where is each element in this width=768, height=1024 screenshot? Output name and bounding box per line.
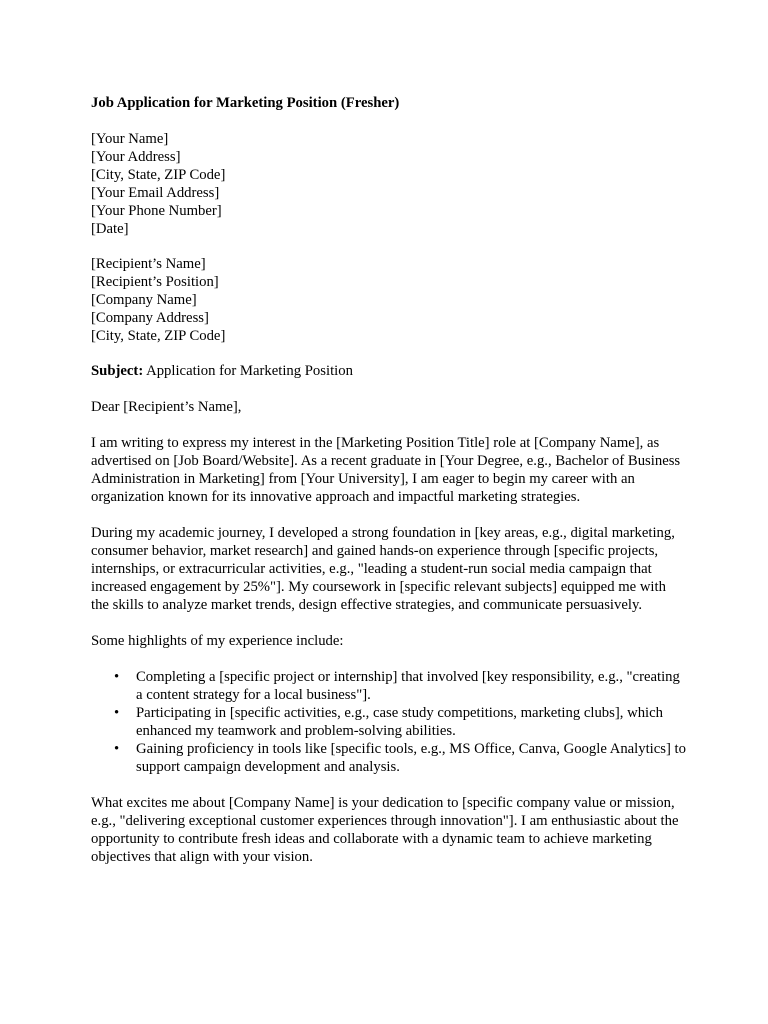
sender-name: [Your Name] <box>91 131 169 147</box>
sender-address-block <box>91 130 687 238</box>
subject-line <box>91 362 687 380</box>
subject-label: Subject: <box>91 363 144 379</box>
sender-address: [Your Address] <box>91 149 181 165</box>
highlights-intro: Some highlights of my experience include: <box>91 633 344 649</box>
document-title: Job Application for Marketing Position (Fresher) <box>91 95 400 111</box>
bullet-icon: • <box>114 741 120 757</box>
body-paragraph-2: During my academic journey, I developed a strong foundation in [key areas, e.g., digital marketing, consumer behavior, market research] and gained hands-on experience through [specific projects, internships, or extracurricular activities, e.g., "leading a student-run social media campaign that increased engagement by 25%"]. My coursework in [specific relevant subjects] equipped me with the skills to analyze market trends, design effective strategies, and communicate persuasively. <box>91 525 675 613</box>
list-item-text: Completing a [specific project or internship] that involved [key responsibility, e.g., "creating a content strategy for a local business"]. <box>136 669 680 703</box>
recipient-address-block <box>91 255 687 345</box>
sender-email: [Your Email Address] <box>91 185 220 201</box>
recipient-company-name: [Company Name] <box>91 292 197 308</box>
sender-city-state-zip: [City, State, ZIP Code] <box>91 167 226 183</box>
list-item <box>114 668 687 704</box>
bullet-icon: • <box>114 705 120 721</box>
list-item-text: Gaining proficiency in tools like [specific tools, e.g., MS Office, Canva, Google Analytics] to support campaign development and analysis. <box>136 741 686 775</box>
subject-text: Application for Marketing Position <box>146 363 353 379</box>
recipient-company-address: [Company Address] <box>91 310 209 326</box>
body-paragraph-3: What excites me about [Company Name] is your dedication to [specific company value or mission, e.g., "delivering exceptional customer experiences through innovation"]. I am enthusiastic about the opportunity to contribute fresh ideas and collaborate with a dynamic team to achieve marketing objectives that align with your vision. <box>91 795 679 865</box>
body-paragraph-1: I am writing to express my interest in the [Marketing Position Title] role at [Company Name], as advertised on [Job Board/Website]. As a recent graduate in [Your Degree, e.g., Bachelor of Business Administration in Marketing] from [Your University], I am eager to begin my career with an organization known for its innovative approach and impactful marketing strategies. <box>91 435 681 505</box>
list-item <box>114 740 687 776</box>
bullet-icon: • <box>114 669 120 685</box>
document-page <box>91 94 687 884</box>
recipient-city-state-zip: [City, State, ZIP Code] <box>91 328 226 344</box>
highlights-list <box>91 668 687 776</box>
sender-phone: [Your Phone Number] <box>91 203 222 219</box>
salutation: Dear [Recipient’s Name], <box>91 399 242 415</box>
list-item-text: Participating in [specific activities, e.g., case study competitions, marketing clubs], which enhanced my teamwork and problem-solving abilities. <box>136 705 663 739</box>
recipient-position: [Recipient’s Position] <box>91 274 219 290</box>
recipient-name: [Recipient’s Name] <box>91 256 206 272</box>
list-item <box>114 704 687 740</box>
letter-date: [Date] <box>91 221 129 237</box>
